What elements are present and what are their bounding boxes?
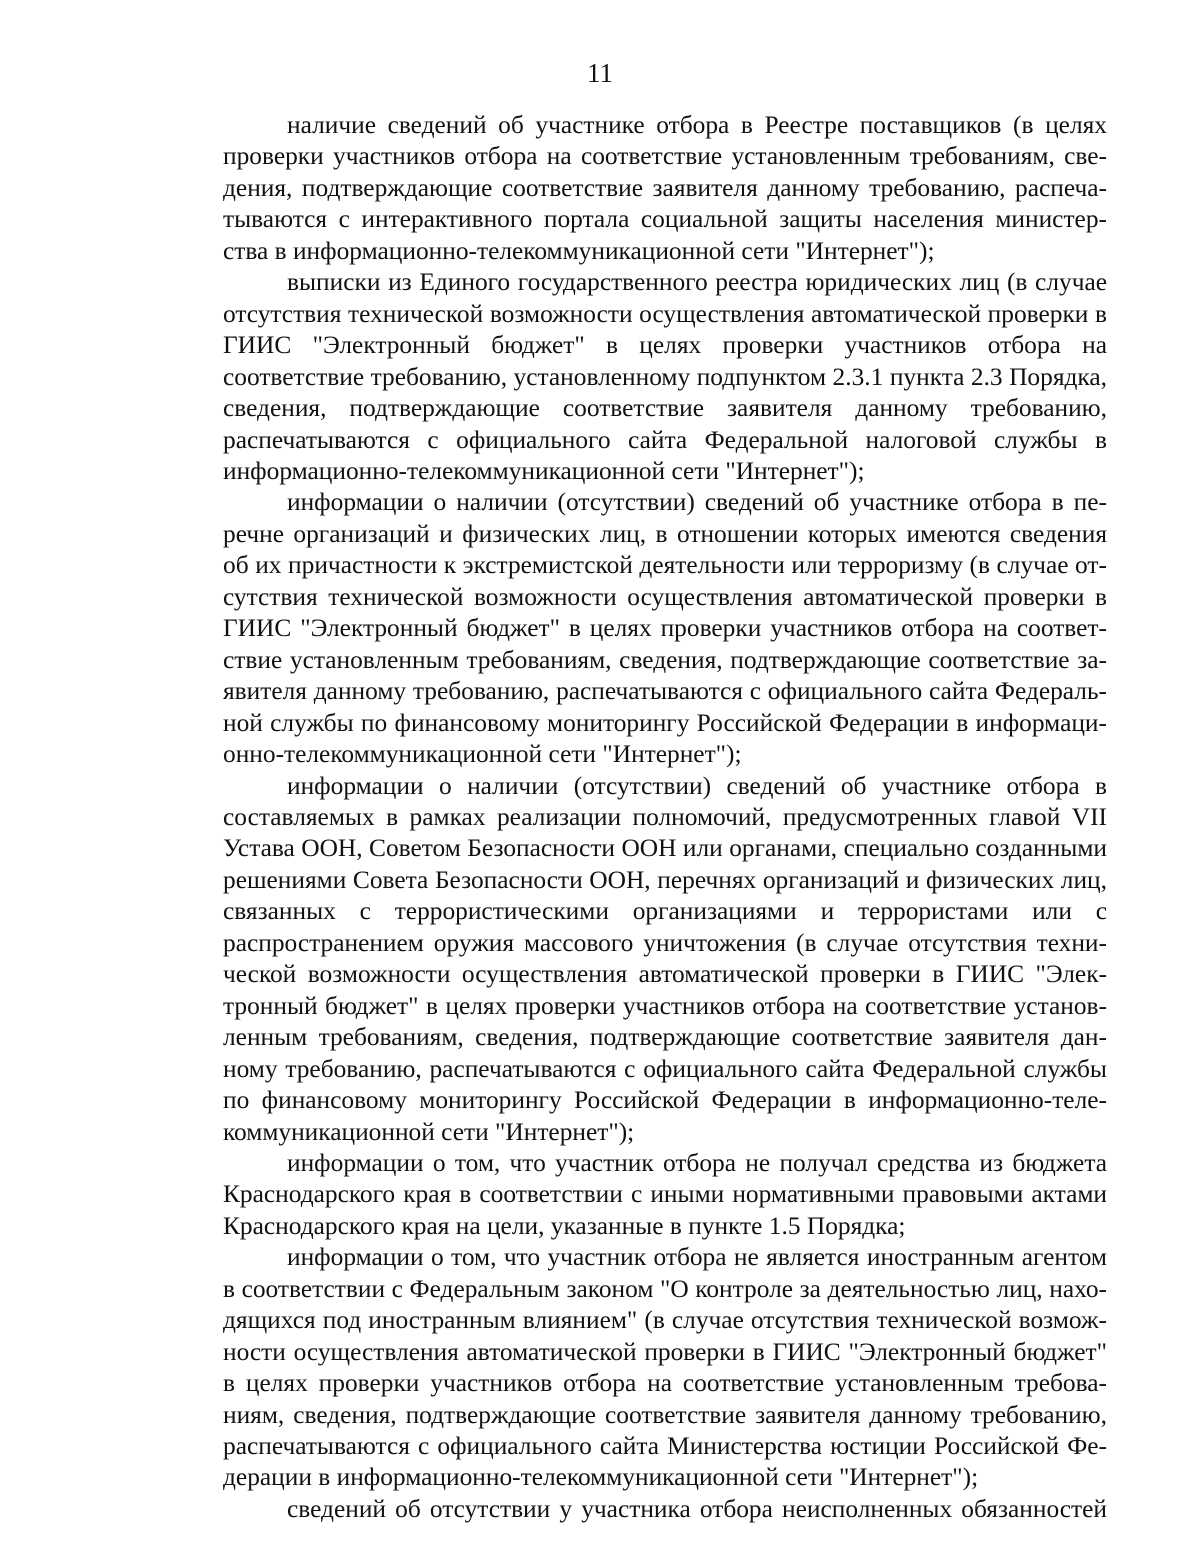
paragraph-extremism-list: информации о наличии (отсутствии) сведений об участнике отбора в перечне организаций и физических лиц, в отношении которых имеются сведения об их причастности к экстремистской деятельности или терроризму (в случае отсутствия технической возможности осуществления автоматической проверки в ГИИС "Электронный бюджет" в целях проверки участников отбора на соответствие установленным требованиям, сведения, подтверждающие соответствие заявителя данному требованию, распечатываются с официального сайта Федеральной службы по финансовому мониторингу Российской Федерации в информационно-телекоммуникационной сети "Интернет"); [223, 488, 1107, 769]
paragraph-regional-budget-funds: информации о том, что участник отбора не получал средства из бюджета Краснодарского края в соответствии с иными нормативными правовыми актами Краснодарского края на цели, указанные в пункте 1.5 Порядка; [223, 1148, 1107, 1240]
document-body [223, 110, 1107, 1525]
paragraph-legal-entities-register: выписки из Единого государственного реестра юридических лиц (в случае отсутствия технической возможности осуществления автоматической проверки в ГИИС "Электронный бюджет" в целях проверки участников отбора на соответствие требованию, установленному подпунктом 2.3.1 пункта 2.3 Порядка, сведения, подтверждающие соответствие заявителя данному требованию, распечатываются с официального сайта Федеральной налоговой службы в информационно-телекоммуникационной сети "Интернет"); [223, 268, 1107, 485]
paragraph-registry-of-suppliers: наличие сведений об участнике отбора в Реестре поставщиков (в целях проверки участников отбора на соответствие установленным требованиям, сведения, подтверждающие соответствие заявителя данному требованию, распечатываются с интерактивного портала социальной защиты населения министерства в информационно-телекоммуникационной сети "Интернет"); [223, 111, 1107, 265]
paragraph-un-security-council-lists: информации о наличии (отсутствии) сведений об участнике отбора в составляемых в рамках реализации полномочий, предусмотренных главой VII Устава ООН, Советом Безопасности ООН или органами, специально созданными решениями Совета Безопасности ООН, перечнях организаций и физических лиц, связанных с террористическими организациями и террористами или с распространением оружия массового уничтожения (в случае отсутствия технической возможности осуществления автоматической проверки в ГИИС "Электронный бюджет" в целях проверки участников отбора на соответствие установленным требованиям, сведения, подтверждающие соответствие заявителя данному требованию, распечатываются с официального сайта Федеральной службы по финансовому мониторингу Российской Федерации в информационно-телекоммуникационной сети "Интернет"); [223, 771, 1107, 1146]
paragraph-unfulfilled-obligations: сведений об отсутствии у участника отбора неисполненных обязанностей [287, 1494, 1107, 1523]
page-number: 11 [587, 58, 613, 88]
paragraph-foreign-agent: информации о том, что участник отбора не является иностранным агентом в соответствии с Федеральным законом "О контроле за деятельностью лиц, находящихся под иностранным влиянием" (в случае отсутствия технической возможности осуществления автоматической проверки в ГИИС "Электронный бюджет" в целях проверки участников отбора на соответствие установленным требованиям, сведения, подтверждающие соответствие заявителя данному требованию, распечатываются с официального сайта Министерства юстиции Российской Федерации в информационно-телекоммуникационной сети "Интернет"); [223, 1243, 1107, 1492]
